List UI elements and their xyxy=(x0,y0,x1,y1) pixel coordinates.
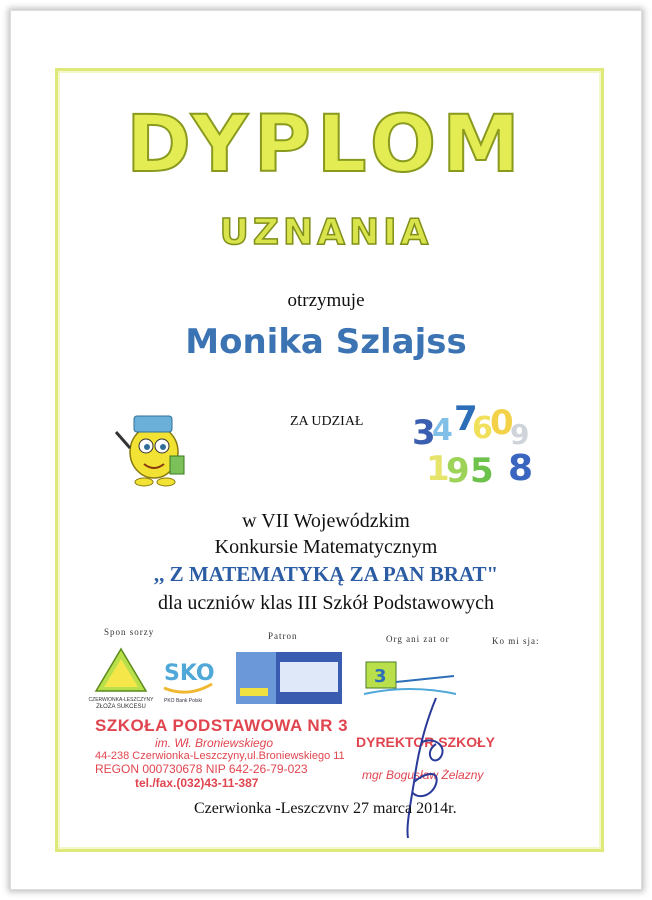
participation-label: ZA UDZIAŁ xyxy=(290,414,364,429)
svg-text:6: 6 xyxy=(472,411,493,446)
svg-text:9: 9 xyxy=(510,418,530,451)
school-name: SZKOŁA PODSTAWOWA NR 3 xyxy=(95,716,349,735)
svg-text:3: 3 xyxy=(412,413,436,453)
mascot-illustration xyxy=(112,410,197,490)
svg-text:3: 3 xyxy=(374,666,387,687)
patron-label: Patron xyxy=(268,631,298,641)
sko-sub: PKO Bank Polski xyxy=(164,698,203,704)
school-patron: im. Wł. Broniewskiego xyxy=(155,736,274,750)
place-and-date: Czerwionka -Leszczvnv 27 marca 2014r. xyxy=(194,800,457,817)
contest-line-2: Konkursie Matematycznym xyxy=(214,536,438,558)
school-phone: tel./fax.(032)43-11-387 xyxy=(135,776,259,790)
receives-text: otrzymuje xyxy=(287,290,365,311)
sponsor-logo-czerwionka xyxy=(88,645,154,711)
svg-text:1: 1 xyxy=(426,449,450,489)
sponsors-label: Spon sorzy xyxy=(104,627,155,637)
certificate-title: DYPLOM xyxy=(126,100,526,190)
organizer-label: Org ani zat or xyxy=(386,634,450,644)
svg-text:4: 4 xyxy=(432,413,453,448)
sko-mark: SKO xyxy=(164,661,215,686)
svg-text:7: 7 xyxy=(454,399,478,439)
recipient-name: Monika Szlajss xyxy=(185,322,467,362)
contest-title: ,, Z MATEMATYKĄ ZA PAN BRAT" xyxy=(153,562,499,586)
numbers-illustration xyxy=(408,398,548,490)
patron-logo xyxy=(236,652,342,704)
director-name: mgr Bogusław Żelazny xyxy=(362,768,484,782)
school-regon: REGON 000730678 NIP 642-26-79-023 xyxy=(95,762,308,776)
svg-text:9: 9 xyxy=(446,451,470,491)
school-stamp xyxy=(95,716,348,790)
commission-label: Ko mi sja: xyxy=(492,636,540,646)
svg-text:0: 0 xyxy=(490,403,514,443)
certificate-subtitle: UZNANIA xyxy=(219,212,433,253)
sponsor1-line1: CZERWIONKA-LESZCZYNY xyxy=(88,697,154,703)
sponsor1-line2: ZŁOŻA SUKCESU xyxy=(96,704,146,710)
signature-graphic xyxy=(396,692,456,842)
sponsor-logo-sko xyxy=(160,656,216,704)
contest-line-1: w VII Wojewódzkim xyxy=(242,510,410,532)
svg-text:8: 8 xyxy=(508,448,534,489)
svg-text:5: 5 xyxy=(470,451,494,491)
contest-line-4: dla uczniów klas III Szkół Podstawowych xyxy=(157,592,495,614)
school-address: 44-238 Czerwionka-Leszczyny,ul.Broniewskiego 11 xyxy=(95,750,345,762)
director-title: DYREKTOR SZKOŁY xyxy=(356,734,495,750)
